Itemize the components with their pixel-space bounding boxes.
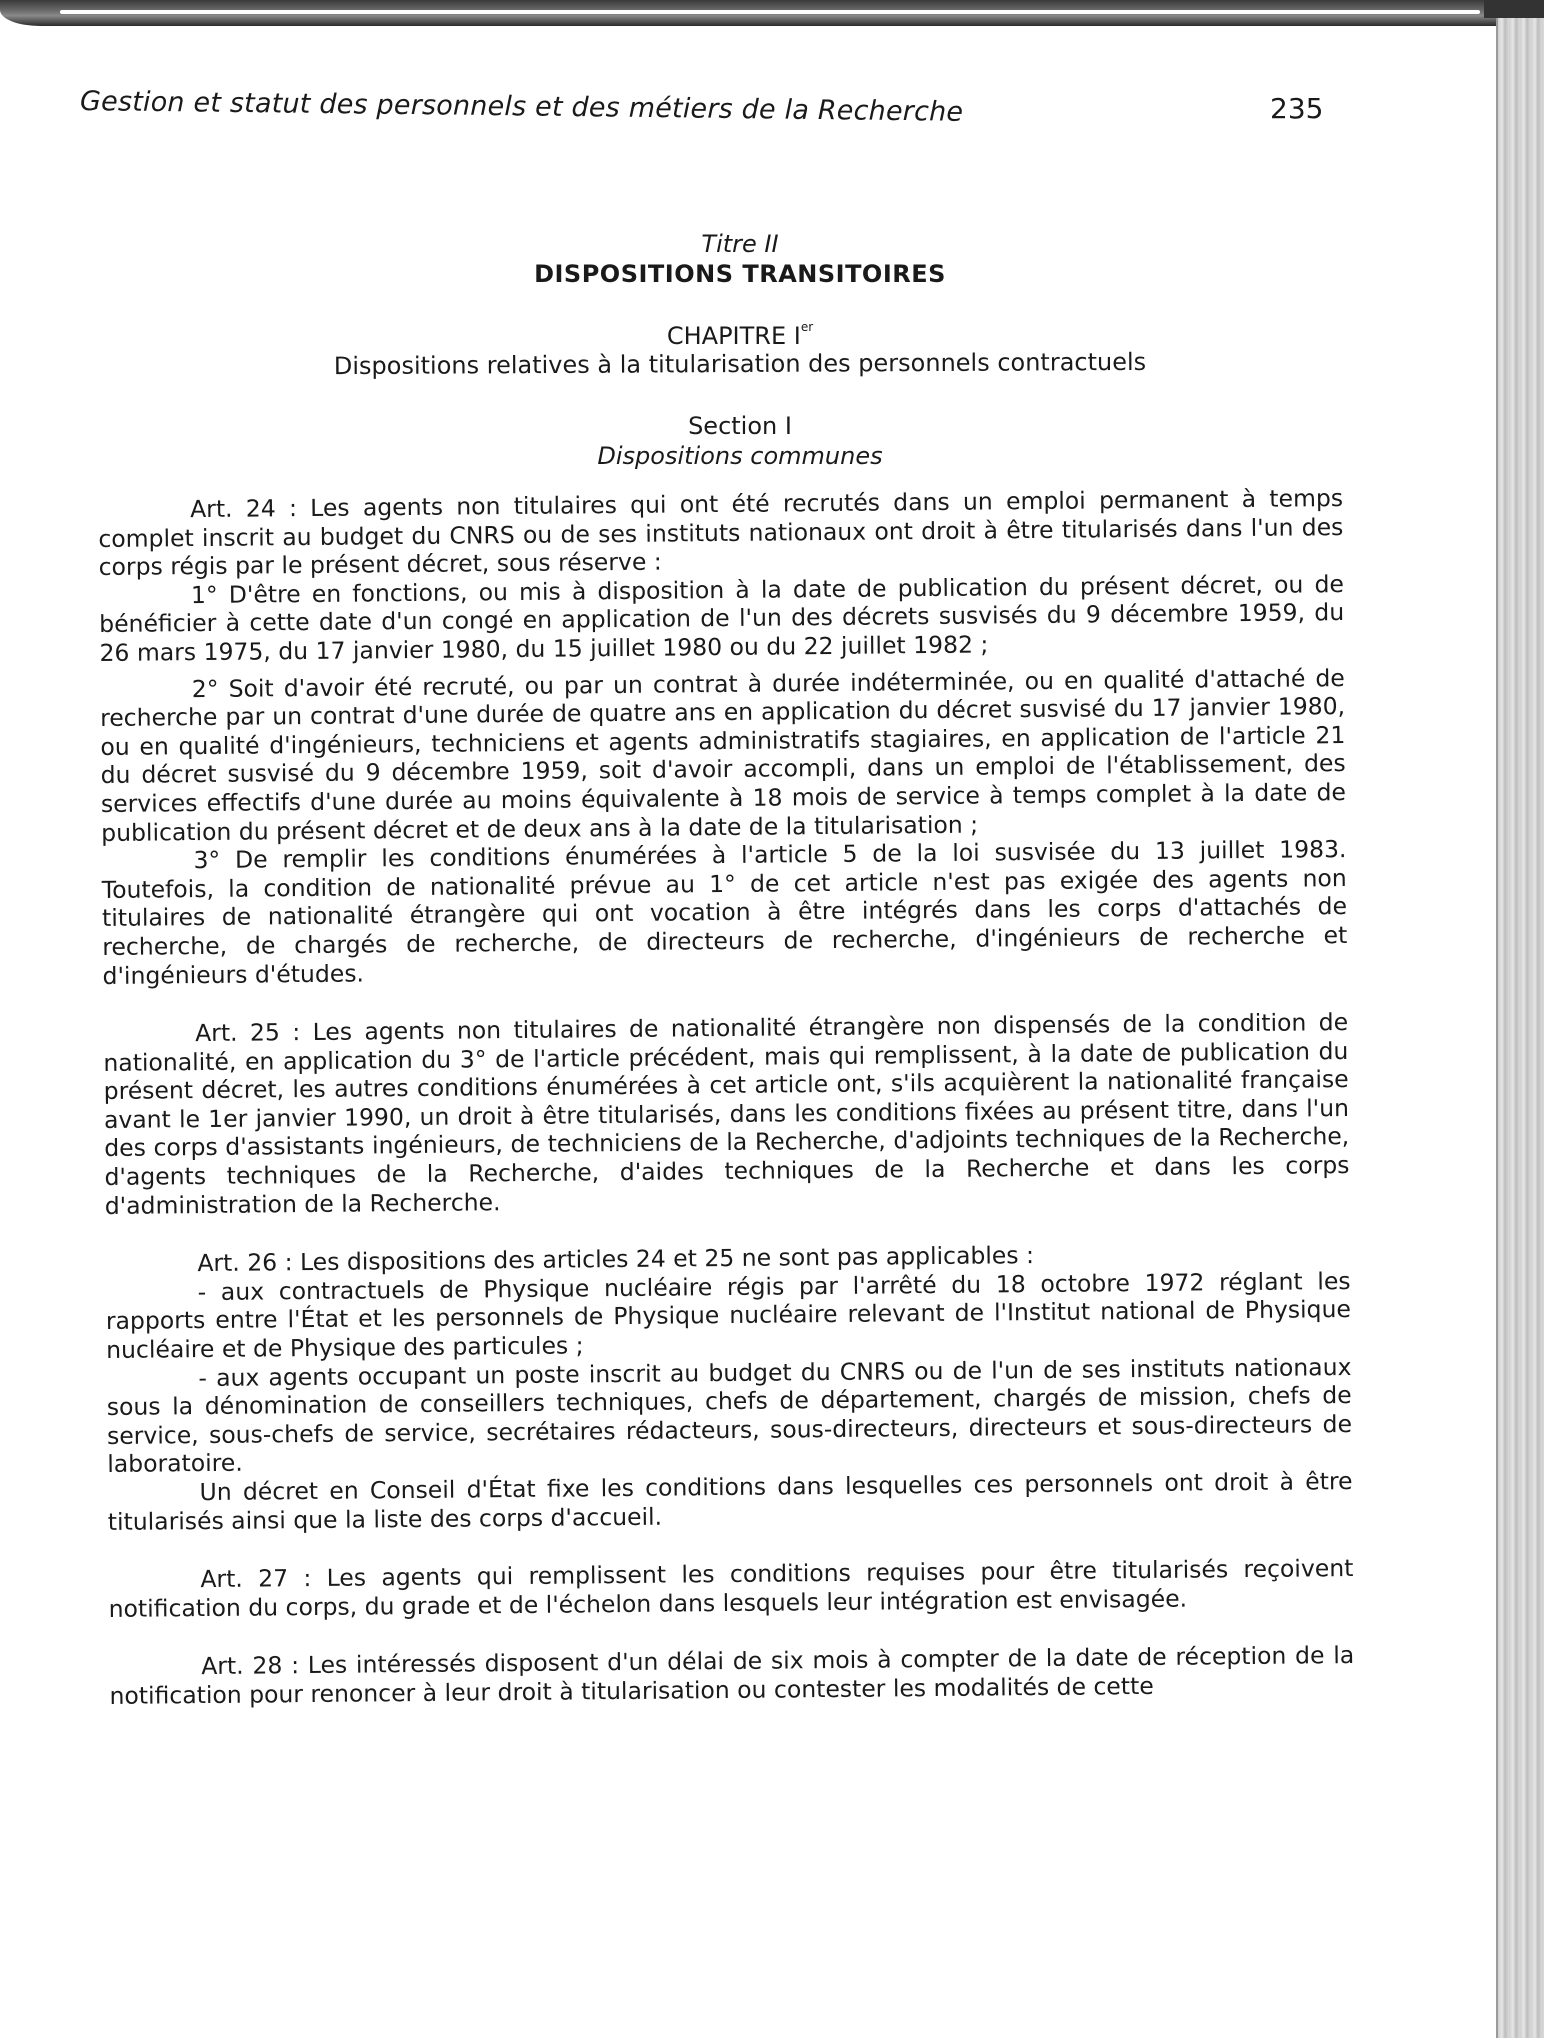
chapitre-title: Dispositions relatives à la titularisation des personnels contractuels — [333, 347, 1147, 381]
article-26-closing: Un décret en Conseil d'État fixe les conditions dans lesquelles ces personnels ont droit à être titularisés ainsi que la liste des corps d'accueil. — [107, 1467, 1353, 1536]
chapitre-label — [0, 322, 1480, 350]
article-24-item-1: 1° D'être en fonctions, ou mis à disposition à la date de publication du présent décret, ou de bénéficier à cette date d'un congé en application de l'un des décrets susvisés du 9 décembre 1959, du 26 mars 1975, du 17 janvier 1980, du 15 juillet 1980 ou du 22 juillet 1982 ; — [99, 569, 1345, 667]
article-24-intro: Art. 24 : Les agents non titulaires qui ont été recrutés dans un emploi permanent à temps complet inscrit au budget du CNRS ou de ses instituts nationaux ont droit à être titularisés dans l'un des corps régis par le présent décret, sous réserve : — [98, 484, 1344, 582]
article-27: Art. 27 : Les agents qui remplissent les conditions requises pour être titularisés reçoivent notification du corps, du grade et de l'échelon dans lesquels leur intégration est envisagée. — [108, 1554, 1354, 1623]
chapitre-text: CHAPITRE I — [666, 322, 801, 350]
page-number: 235 — [1270, 92, 1324, 125]
titre-label: Titre II — [701, 230, 779, 258]
section-label: Section I — [688, 412, 792, 440]
article-24-item-3: 3° De remplir les conditions énumérées à l'article 5 de la loi susvisée du 13 juillet 1983. Toutefois, la condition de nationalité prévue au 1° de cet article n'est pas exigée des agents non titulaires de nationalité étrangère qui ont vocation à être intégrés dans les corps d'attachés de recherche, de chargés de recherche, de directeurs de recherche, d'ingénieurs de recherche et d'ingénieurs d'études. — [101, 835, 1348, 990]
article-24-item-2: 2° Soit d'avoir été recruté, ou par un contrat à durée indéterminée, ou en qualité d'attaché de recherche par un contrat d'une durée de quatre ans en application du décret susvisé du 17 janvier 1980, ou en qualité d'ingénieurs, techniciens et agents administratifs stagiaires, en application de l'article 21 du décret susvisé du 9 décembre 1959, soit d'avoir accompli, dans un emploi de l'établissement, des services effectifs d'une durée au moins équivalente à 18 mois de service à temps complet à la date de publication du présent décret et de deux ans à la date de la titularisation ; — [99, 663, 1347, 847]
book-page-edges — [1496, 0, 1544, 2038]
running-head: Gestion et statut des personnels et des métiers de la Recherche — [79, 86, 964, 128]
article-28: Art. 28 : Les intéressés disposent d'un délai de six mois à compter de la date de réception de la notification pour renoncer à leur droit à titularisation ou contester les modalités de cette — [109, 1641, 1355, 1710]
article-25: Art. 25 : Les agents non titulaires de nationalité étrangère non dispensés de la condition de nationalité, en application du 3° de l'article précédent, mais qui remplissent, à la date de publication du présent décret, les autres conditions énumérées à cet article ont, s'ils acquièrent la nationalité française avant le 1er janvier 1990, un droit à être titularisés, dans les conditions fixées au présent titre, dans l'un des corps d'assistants ingénieurs, de techniciens de la Recherche, d'adjoints techniques de la Recherche, d'agents techniques de la Recherche, d'aides techniques de la Recherche et dans les corps d'administration de la Recherche. — [103, 1008, 1350, 1220]
article-26-intro: Art. 26 : Les dispositions des articles 24 et 25 ne sont pas applicables : — [197, 1241, 1035, 1278]
body-text — [98, 484, 1355, 1710]
titre-name: DISPOSITIONS TRANSITOIRES — [534, 260, 946, 288]
article-26-item-1: - aux contractuels de Physique nucléaire régis par l'arrêté du 18 octobre 1972 réglant les rapports entre l'État et les personnels de Physique nucléaire relevant de l'Institut national de Physique nucléaire et de Physique des particules ; — [105, 1266, 1352, 1364]
section-title: Dispositions communes — [597, 442, 883, 470]
chapitre-superscript: er — [800, 320, 814, 334]
article-26-item-2: - aux agents occupant un poste inscrit au budget du CNRS ou de l'un de ses instituts nationaux sous la dénomination de conseillers techniques, chefs de département, chargés de mission, chefs de service, sous-chefs de service, secrétaires rédacteurs, sous-directeurs, directeurs et sous-directeurs de laboratoire. — [106, 1352, 1353, 1479]
book-corner — [1484, 0, 1544, 18]
